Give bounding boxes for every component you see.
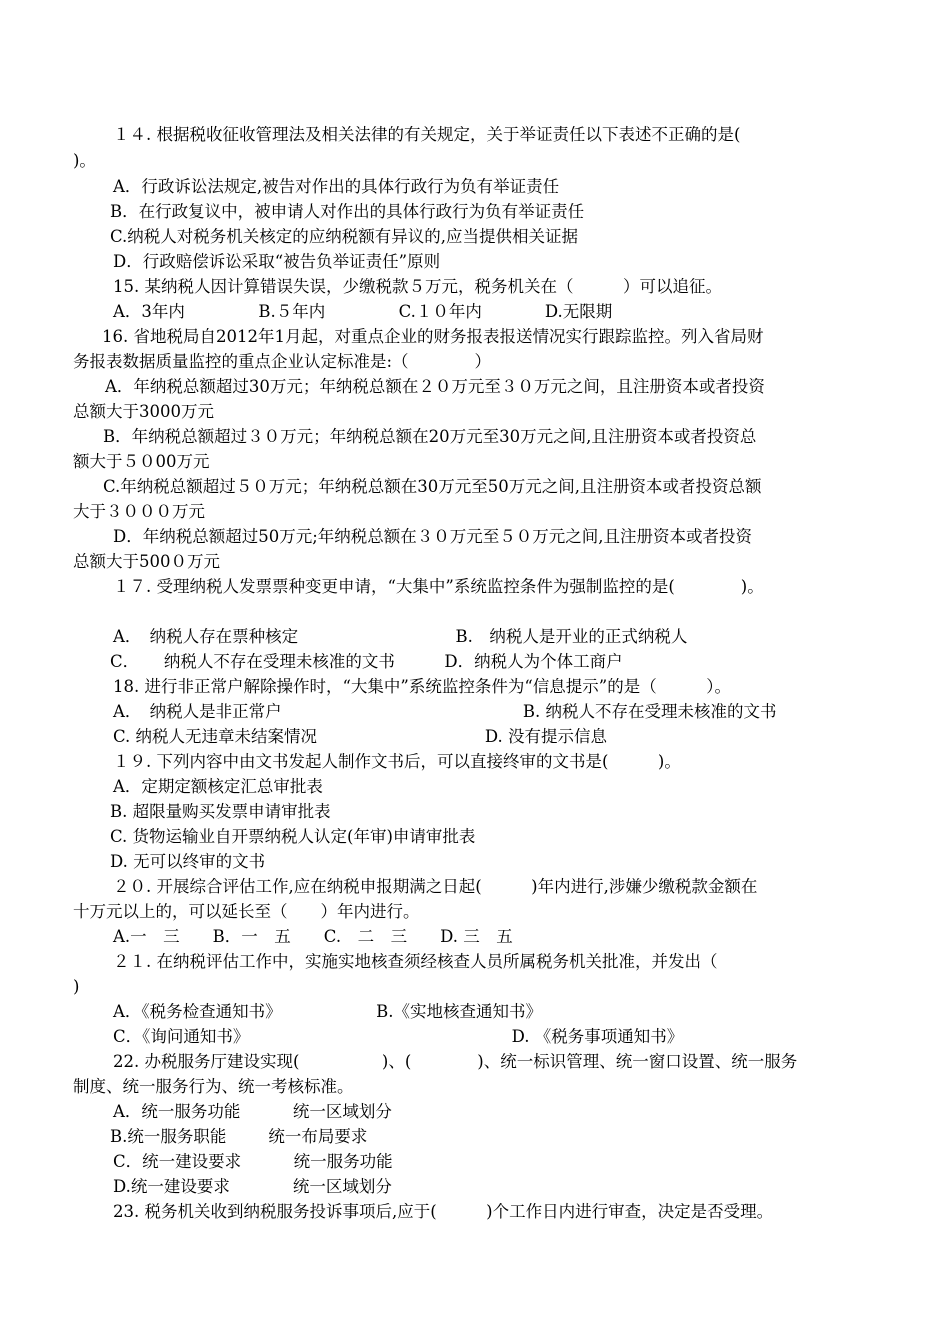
q16-option-a-cont: 总额大于3000万元 <box>73 402 214 421</box>
q16-option-d-cont: 总额大于500０万元 <box>73 552 220 571</box>
q19-stem: １９. 下列内容中由文书发起人制作文书后，可以直接终审的文书是( )。 <box>113 752 681 771</box>
q16-option-a: A．年纳税总额超过30万元；年纳税总额在２０万元至３０万元之间，且注册资本或者投资 <box>105 377 765 396</box>
q22-option-a: A．统一服务功能 统一区域划分 <box>113 1102 392 1121</box>
q16-stem: 16. 省地税局自2012年1月起，对重点企业的财务报表报送情况实行跟踪监控。列入省局财 <box>102 327 764 346</box>
q14-stem: １４. 根据税收征收管理法及相关法律的有关规定，关于举证责任以下表述不正确的是( <box>113 125 741 144</box>
q22-stem: 22. 办税服务厅建设实现( )、( )、统一标识管理、统一窗口设置、统一服务 <box>113 1052 798 1071</box>
q15-options: A．3年内 B.５年内 C.１０年内 D.无限期 <box>113 302 613 321</box>
q21-options-ab: A．《税务检查通知书》 B.《实地核查通知书》 <box>113 1002 542 1021</box>
q16-option-c-cont: 大于３０００万元 <box>73 502 205 521</box>
q14-option-c: C.纳税人对税务机关核定的应纳税额有异议的,应当提供相关证据 <box>110 227 579 246</box>
q22-stem-cont: 制度、统一服务行为、统一考核标准。 <box>73 1077 354 1096</box>
q19-option-b: B. 超限量购买发票申请审批表 <box>110 802 331 821</box>
q20-stem: ２０. 开展综合评估工作,应在纳税申报期满之日起( )年内进行,涉嫌少缴税款金额在 <box>113 877 758 896</box>
q15-stem: 15. 某纳税人因计算错误失误，少缴税款５万元，税务机关在（ ）可以追征。 <box>113 277 722 296</box>
q22-option-c: C．统一建设要求 统一服务功能 <box>113 1152 393 1171</box>
q16-stem-cont: 务报表数据质量监控的重点企业认定标准是:（ ） <box>73 352 492 371</box>
q17-options-ab: A． 纳税人存在票种核定 B. 纳税人是开业的正式纳税人 <box>113 627 688 646</box>
q21-stem: ２１. 在纳税评估工作中，实施实地核查须经核查人员所属税务机关批准，并发出（ <box>113 952 718 971</box>
q14-stem-cont: )。 <box>73 151 96 170</box>
q14-option-d: D．行政赔偿诉讼采取“被告负举证责任”原则 <box>113 252 441 271</box>
q17-options-cd: C． 纳税人不存在受理未核准的文书 D．纳税人为个体工商户 <box>110 652 623 671</box>
q20-options: A.一 三 B．一 五 C. 二 三 D. 三 五 <box>113 927 513 946</box>
q17-stem: １７. 受理纳税人发票票种变更申请，“大集中”系统监控条件为强制监控的是( )。 <box>113 577 764 596</box>
q18-options-cd: C. 纳税人无违章未结案情况 D. 没有提示信息 <box>113 727 607 746</box>
q20-stem-cont: 十万元以上的，可以延长至（ ）年内进行。 <box>73 902 420 921</box>
q22-option-b: B.统一服务职能 统一布局要求 <box>110 1127 368 1146</box>
q19-option-c: C. 货物运输业自开票纳税人认定(年审)申请审批表 <box>110 827 476 846</box>
q16-option-d: D．年纳税总额超过50万元;年纳税总额在３０万元至５０万元之间,且注册资本或者投资 <box>113 527 753 546</box>
q14-option-a: A．行政诉讼法规定,被告对作出的具体行政行为负有举证责任 <box>113 177 560 196</box>
q14-option-b: B．在行政复议中，被申请人对作出的具体行政行为负有举证责任 <box>110 202 585 221</box>
q16-option-c: C.年纳税总额超过５０万元；年纳税总额在30万元至50万元之间,且注册资本或者投资总额 <box>103 477 762 496</box>
q23-stem: 23. 税务机关收到纳税服务投诉事项后,应于( )个工作日内进行审查，决定是否受理。 <box>113 1202 774 1221</box>
q18-options-ab: A． 纳税人是非正常户 B. 纳税人不存在受理未核准的文书 <box>113 702 777 721</box>
q21-stem-cont: ) <box>73 977 80 996</box>
q19-option-d: D. 无可以终审的文书 <box>110 852 266 871</box>
q22-option-d: D.统一建设要求 统一区域划分 <box>113 1177 392 1196</box>
q16-option-b-cont: 额大于５０00万元 <box>73 452 210 471</box>
q21-options-cd: C．《询问通知书》 D. 《税务事项通知书》 <box>113 1027 684 1046</box>
q16-option-b: B．年纳税总额超过３０万元；年纳税总额在20万元至30万元之间,且注册资本或者投资总 <box>103 427 757 446</box>
q19-option-a: A．定期定额核定汇总审批表 <box>113 777 323 796</box>
q18-stem: 18. 进行非正常户解除操作时，“大集中”系统监控条件为“信息提示”的是（ ）。 <box>113 677 731 696</box>
